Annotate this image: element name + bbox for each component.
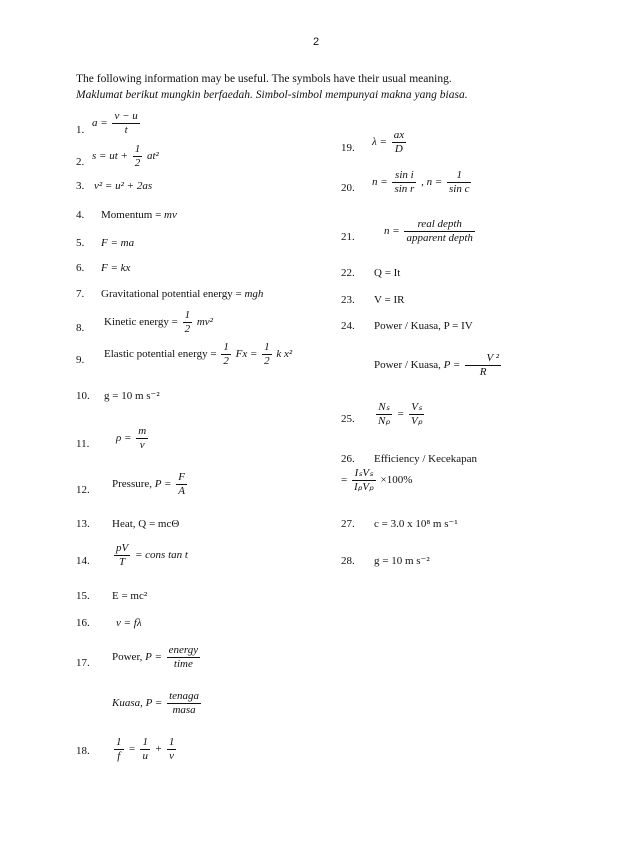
formula-21: n = $\frac{\text{real depth}}{\text{apparent depth}}$ <box>384 218 473 244</box>
formula-10: g = 10 m s⁻² <box>104 390 160 402</box>
formula-11: ρ = $\frac{m}{v}$ <box>116 425 147 451</box>
page-number: 2 <box>313 36 320 48</box>
formula-26-number: 26. <box>341 453 355 465</box>
formula-4-number: 4. <box>76 209 85 221</box>
formula-3: v² = u² + 2as <box>94 180 153 192</box>
formula-9-number: 9. <box>76 354 85 366</box>
formula-22-number: 22. <box>341 267 355 279</box>
formula-15-number: 15. <box>76 590 90 602</box>
intro-malay: Maklumat berikut mungkin berfaedah. Simbol-simbol mempunyai makna yang biasa. <box>76 89 468 101</box>
formula-18-number: 18. <box>76 745 90 757</box>
formula-8-number: 8. <box>76 322 85 334</box>
formula-27-number: 27. <box>341 518 355 530</box>
formula-17-power: Power, P = $\frac{\text{energy}}{\text{time}}$ <box>112 644 199 670</box>
formula-24-alt: Power / Kuasa, P = $\frac{\text{V ²}}{R}$ <box>374 352 500 378</box>
formula-23-number: 23. <box>341 294 355 306</box>
formula-26-expression: = $\frac{\text{IₛVₛ}}{\text{IₚVₚ}}$ ×100% <box>341 467 413 493</box>
formula-13: Heat, Q = mcΘ <box>112 518 180 530</box>
formula-25-number: 25. <box>341 413 355 425</box>
formula-25: $\frac{\text{Nₛ}}{\text{Nₚ}}$ = $\frac{\text{Vₛ}}{\text{Vₚ}}$ <box>378 401 423 427</box>
formula-27: c = 3.0 x 10⁸ m s⁻¹ <box>374 518 458 530</box>
formula-19-number: 19. <box>341 142 355 154</box>
intro-english: The following information may be useful. The symbols have their usual meaning. <box>76 73 452 85</box>
formula-12: Pressure, P = $\frac{F}{A}$ <box>112 471 185 497</box>
formula-17-kuasa: Kuasa, P = $\frac{\text{tenaga}}{\text{masa}}$ <box>112 690 200 716</box>
formula-2: s = ut + $\frac{1}{2}$ at² <box>92 143 159 169</box>
formula-24-number: 24. <box>341 320 355 332</box>
formula-14-number: 14. <box>76 555 90 567</box>
formula-3-number: 3. <box>76 180 85 192</box>
formula-11-number: 11. <box>76 438 90 450</box>
formula-8: Kinetic energy = $\frac{1}{2}$ mv² <box>104 309 213 335</box>
formula-6: F = kx <box>101 262 131 274</box>
formula-16: v = fλ <box>116 617 142 629</box>
formula-19: λ = $\frac{ax}{D}$ <box>372 129 405 155</box>
formula-13-number: 13. <box>76 518 90 530</box>
formula-20-number: 20. <box>341 182 355 194</box>
formula-9: Elastic potential energy = $\frac{1}{2}$ Fx = $\frac{1}{2}$ k x² <box>104 341 293 367</box>
formula-18: $\frac{1}{f}$ = $\frac{1}{u}$ + $\frac{1}{v}$ <box>116 736 175 762</box>
formula-20: n = $\frac{\text{sin i}}{\text{sin r}}$ , n = $\frac{1}{\text{sin c}}$ <box>372 169 470 195</box>
formula-1: a = $\frac{v - u}{t}$ <box>92 110 138 136</box>
formula-26: Efficiency / Kecekapan <box>374 453 478 465</box>
formula-28: g = 10 m s⁻² <box>374 555 430 567</box>
formula-7: Gravitational potential energy = mgh <box>101 288 264 300</box>
formula-4: Momentum = mv <box>101 209 177 221</box>
formula-14: $\frac{pV}{T}$ = cons tan t <box>116 542 188 568</box>
formula-1-number: 1. <box>76 124 85 136</box>
formula-21-number: 21. <box>341 231 355 243</box>
formula-15: E = mc² <box>112 590 148 602</box>
formula-5: F = ma <box>101 237 135 249</box>
formula-24: Power / Kuasa, P = IV <box>374 320 473 332</box>
formula-7-number: 7. <box>76 288 85 300</box>
formula-22: Q = It <box>374 267 401 279</box>
formula-12-number: 12. <box>76 484 90 496</box>
formula-10-number: 10. <box>76 390 90 402</box>
formula-23: V = IR <box>374 294 405 306</box>
formula-2-number: 2. <box>76 156 85 168</box>
formula-28-number: 28. <box>341 555 355 567</box>
formula-16-number: 16. <box>76 617 90 629</box>
formula-5-number: 5. <box>76 237 85 249</box>
formula-17-number: 17. <box>76 657 90 669</box>
formula-6-number: 6. <box>76 262 85 274</box>
